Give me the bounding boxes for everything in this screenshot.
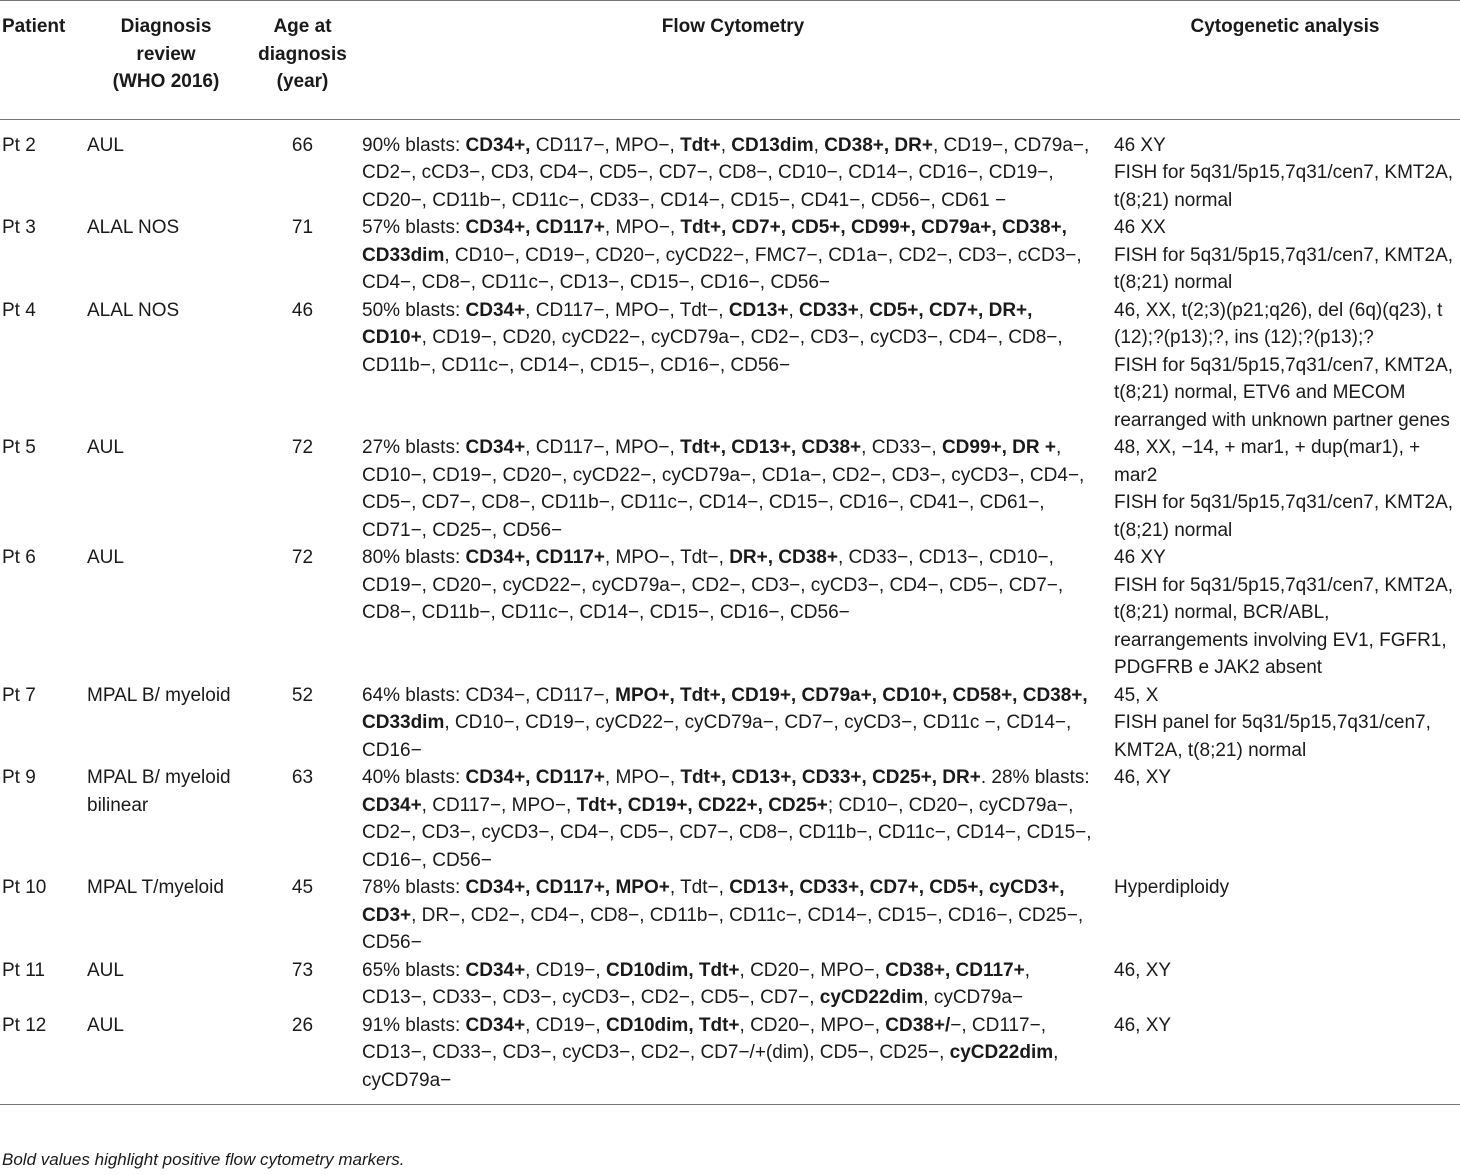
cell-diagnosis: AUL	[87, 959, 124, 981]
cell-age: 72	[291, 547, 314, 568]
cell-diagnosis: MPAL T/myeloid	[87, 877, 224, 898]
marker-text: , cyCD79a−	[362, 1042, 1059, 1091]
marker-text: , MPO−, Tdt−,	[604, 547, 730, 568]
cell-cytogenetic-analysis	[1110, 297, 1460, 435]
table-row	[0, 874, 1460, 957]
positive-marker: CD34+,	[465, 134, 531, 156]
cell-age: 63	[291, 767, 314, 788]
marker-text: 40% blasts:	[362, 767, 466, 788]
cell-cytogenetic-analysis	[1110, 434, 1460, 544]
cytogenetic-line: 46, XY	[1114, 959, 1172, 981]
cytogenetic-line: 46 XY	[1114, 134, 1166, 156]
marker-text: ,	[813, 134, 825, 156]
cell-diagnosis: MPAL B/ myeloid bilinear	[87, 767, 231, 816]
marker-text: , cyCD79a−	[923, 987, 1024, 1008]
header-diagnosis	[83, 1, 249, 120]
table-row	[0, 434, 1460, 544]
header-diagnosis-line: (WHO 2016)	[112, 71, 220, 92]
positive-marker: CD13+, CD33+, CD7+, CD5+, cyCD3+, CD3+	[362, 877, 1065, 926]
cell-cytogenetic-analysis	[1110, 764, 1460, 874]
positive-marker: cyCD22dim	[819, 987, 924, 1008]
header-flow-cytometry: Flow Cytometry	[661, 16, 805, 37]
marker-text: , CD33−,	[861, 437, 942, 458]
marker-text: , CD10−, CD19−, cyCD22−, cyCD79a−, CD7−, cyCD3−, CD11c −, CD14−, CD16−	[362, 712, 1072, 761]
cell-patient: Pt 5	[2, 437, 36, 458]
positive-marker: DR+, CD38+	[729, 547, 838, 568]
positive-marker: MPO+, Tdt+, CD19+, CD79a+, CD10+, CD58+, CD38+, CD33dim	[362, 684, 1088, 733]
marker-text: 57% blasts:	[362, 217, 466, 238]
marker-text: , CD19−, CD79a−, CD2−, cCD3−, CD3, CD4−, CD5−, CD7−, CD8−, CD10−, CD14−, CD16−, CD19−, CD20−, CD11b−, CD11c−, CD33−, CD14−, CD15−, CD41−, CD56−, CD61 −	[362, 134, 1090, 211]
cell-patient: Pt 4	[2, 299, 36, 321]
marker-text: 64% blasts: CD34−, CD117−,	[362, 684, 616, 706]
cell-flow-cytometry	[356, 1012, 1110, 1105]
cell-patient: Pt 10	[2, 877, 47, 898]
marker-text: , CD20−, MPO−,	[739, 959, 886, 981]
cell-age: 52	[291, 684, 314, 706]
positive-marker: CD99+, DR +	[941, 437, 1056, 458]
marker-text: , CD19−, CD20, cyCD22−, cyCD79a−, CD2−, CD3−, cyCD3−, CD4−, CD8−, CD11b−, CD11c−, CD14−, CD15−, CD16−, CD56−	[362, 327, 1063, 376]
positive-marker: CD10dim, Tdt+	[605, 959, 740, 981]
positive-marker: CD34+	[362, 794, 422, 816]
cell-flow-cytometry	[356, 214, 1110, 297]
marker-text: , MPO−,	[604, 767, 681, 788]
marker-text: 65% blasts:	[362, 959, 466, 981]
marker-text: CD117−, MPO−,	[530, 134, 681, 156]
marker-text: 90% blasts:	[362, 134, 466, 156]
positive-marker: CD13dim	[731, 134, 814, 156]
marker-text: −, CD117−, CD13−, CD33−, CD3−, cyCD3−, CD2−, CD7−/+(dim), CD5−, CD25−,	[362, 1014, 1046, 1063]
cell-flow-cytometry	[356, 434, 1110, 544]
positive-marker: CD34+, CD117+	[465, 547, 605, 568]
cell-age: 66	[291, 134, 314, 156]
table-row	[0, 682, 1460, 765]
cell-diagnosis: AUL	[87, 134, 124, 156]
marker-text: , CD117−, MPO−,	[525, 437, 681, 458]
cell-age: 71	[291, 217, 314, 238]
positive-marker: CD38+, DR+	[824, 134, 933, 156]
table-row	[0, 214, 1460, 297]
positive-marker: Tdt+, CD7+, CD5+, CD99+, CD79a+, CD38+, CD33dim	[362, 217, 1067, 266]
cytogenetic-line: FISH for 5q31/5p15,7q31/cen7, KMT2A, t(8;21) normal, ETV6 and MECOM rearranged with unknown partner genes	[1114, 354, 1454, 431]
cell-patient: Pt 3	[2, 217, 36, 238]
table-row	[0, 957, 1460, 1012]
positive-marker: CD5+, CD7+, DR+, CD10+	[362, 299, 1033, 348]
marker-text: , CD10−, CD19−, CD20−, cyCD22−, FMC7−, CD1a−, CD2−, CD3−, cCD3−, CD4−, CD8−, CD11c−, CD13−, CD15−, CD16−, CD56−	[362, 244, 1082, 293]
cell-age: 72	[291, 437, 314, 458]
marker-text: 91% blasts:	[362, 1014, 466, 1036]
cell-patient: Pt 2	[2, 134, 36, 156]
cell-cytogenetic-analysis	[1110, 214, 1460, 297]
cell-diagnosis: AUL	[87, 547, 124, 568]
positive-marker: Tdt+, CD13+, CD38+	[680, 437, 862, 458]
marker-text: ,	[858, 299, 870, 321]
cell-cytogenetic-analysis	[1110, 957, 1460, 1012]
positive-marker: CD38+, CD117+	[885, 959, 1025, 981]
cytogenetic-line: 45, X	[1114, 684, 1159, 706]
positive-marker: Tdt+	[680, 134, 721, 156]
header-age-line: (year)	[276, 71, 329, 92]
table-header	[0, 1, 1460, 120]
cytogenetic-line: 46, XY	[1114, 1014, 1172, 1036]
cell-age: 73	[291, 959, 314, 981]
cell-flow-cytometry	[356, 119, 1110, 214]
marker-text: , CD20−, MPO−,	[739, 1014, 886, 1036]
cytogenetic-line: 46, XY	[1114, 767, 1172, 788]
marker-text: 50% blasts:	[362, 299, 466, 321]
cytogenetic-line: Hyperdiploidy	[1114, 877, 1230, 898]
positive-marker: CD38+/	[885, 1014, 951, 1036]
cell-flow-cytometry	[356, 957, 1110, 1012]
marker-text: , MPO−,	[604, 217, 681, 238]
positive-marker: CD33+	[799, 299, 859, 321]
cytogenetic-line: FISH for 5q31/5p15,7q31/cen7, KMT2A, t(8;21) normal, BCR/ABL, rearrangements involving EV1, FGFR1, PDGFRB e JAK2 absent	[1114, 574, 1454, 678]
cytogenetic-line: 46 XX	[1114, 217, 1166, 238]
header-patient: Patient	[2, 16, 66, 37]
marker-text: ,	[720, 134, 732, 156]
cytogenetic-line: FISH for 5q31/5p15,7q31/cen7, KMT2A, t(8;21) normal	[1114, 492, 1454, 541]
marker-text: , CD19−,	[525, 959, 606, 981]
marker-text: ; CD10−, CD20−, cyCD79a−, CD2−, CD3−, cyCD3−, CD4−, CD5−, CD7−, CD8−, CD11b−, CD11c−, CD14−, CD15−, CD16−, CD56−	[362, 794, 1092, 871]
marker-text: , CD10−, CD19−, CD20−, cyCD22−, cyCD79a−, CD1a−, CD2−, CD3−, cyCD3−, CD4−, CD5−, CD7−, CD8−, CD11b−, CD11c−, CD14−, CD15−, CD16−, CD41−, CD61−, CD71−, CD25−, CD56−	[362, 437, 1085, 541]
cell-flow-cytometry	[356, 764, 1110, 874]
cell-diagnosis: MPAL B/ myeloid	[87, 684, 231, 706]
cytogenetic-line: FISH for 5q31/5p15,7q31/cen7, KMT2A, t(8;21) normal	[1114, 244, 1454, 293]
cell-diagnosis: ALAL NOS	[87, 299, 180, 321]
marker-text: . 28% blasts:	[980, 767, 1090, 788]
marker-text: , CD117−, MPO−, Tdt−,	[525, 299, 729, 321]
positive-marker: CD34+	[465, 1014, 526, 1036]
marker-text: 78% blasts:	[362, 877, 466, 898]
marker-text: , DR−, CD2−, CD4−, CD8−, CD11b−, CD11c−, CD14−, CD15−, CD16−, CD25−, CD56−	[362, 904, 1084, 953]
marker-text: , CD117−, MPO−,	[421, 794, 577, 816]
cell-cytogenetic-analysis	[1110, 119, 1460, 214]
table-row	[0, 1012, 1460, 1105]
positive-marker: CD34+, CD117+	[465, 217, 605, 238]
marker-text: , CD19−,	[525, 1014, 606, 1036]
cell-diagnosis: AUL	[87, 1014, 124, 1036]
cell-age: 45	[291, 877, 314, 898]
header-row	[0, 1, 1460, 120]
positive-marker: Tdt+, CD13+, CD33+, CD25+, DR+	[680, 767, 981, 788]
table-row	[0, 764, 1460, 874]
header-age-line: Age at	[273, 16, 332, 37]
table-row	[0, 544, 1460, 682]
cell-patient: Pt 6	[2, 547, 36, 568]
marker-text: 27% blasts:	[362, 437, 466, 458]
cytogenetic-line: 46, XX, t(2;3)(p21;q26), del (6q)(q23), t (12);?(p13);?, ins (12);?(p13);?	[1114, 299, 1443, 348]
positive-marker: CD10dim, Tdt+	[605, 1014, 740, 1036]
header-diagnosis-line: Diagnosis	[120, 16, 212, 37]
cell-patient: Pt 11	[2, 959, 45, 981]
marker-text: ,	[788, 299, 800, 321]
header-cytogenetic-analysis: Cytogenetic analysis	[1190, 16, 1380, 37]
cell-flow-cytometry	[356, 874, 1110, 957]
cell-patient: Pt 7	[2, 684, 36, 706]
marker-text: , CD33−, CD13−, CD10−, CD19−, CD20−, cyCD22−, cyCD79a−, CD2−, CD3−, cyCD3−, CD4−, CD5−, CD7−, CD8−, CD11b−, CD11c−, CD14−, CD15−, CD16−, CD56−	[362, 547, 1064, 623]
marker-text: , CD13−, CD33−, CD3−, cyCD3−, CD2−, CD5−, CD7−,	[362, 959, 1030, 1008]
cell-cytogenetic-analysis	[1110, 874, 1460, 957]
cell-cytogenetic-analysis	[1110, 682, 1460, 765]
positive-marker: CD13+	[728, 299, 789, 321]
cell-age: 46	[291, 299, 314, 321]
table-row	[0, 119, 1460, 214]
header-age	[249, 1, 356, 120]
table-body	[0, 119, 1460, 1105]
cell-flow-cytometry	[356, 297, 1110, 435]
positive-marker: CD34+	[465, 299, 526, 321]
positive-marker: CD34+, CD117+, MPO+	[465, 877, 670, 898]
positive-marker: cyCD22dim	[949, 1042, 1054, 1063]
positive-marker: CD34+, CD117+	[465, 767, 605, 788]
cell-cytogenetic-analysis	[1110, 544, 1460, 682]
cell-patient: Pt 12	[2, 1014, 47, 1036]
cell-flow-cytometry	[356, 682, 1110, 765]
positive-marker: CD34+	[465, 437, 526, 458]
marker-text: 80% blasts:	[362, 547, 466, 568]
positive-marker: CD34+	[465, 959, 526, 981]
cell-diagnosis: ALAL NOS	[87, 217, 180, 238]
marker-text: , Tdt−,	[669, 877, 730, 898]
header-age-line: diagnosis	[258, 43, 347, 65]
cytogenetic-line: 46 XY	[1114, 547, 1166, 568]
cell-cytogenetic-analysis	[1110, 1012, 1460, 1105]
cell-patient: Pt 9	[2, 767, 36, 788]
table-row	[0, 297, 1460, 435]
cell-flow-cytometry	[356, 544, 1110, 682]
header-diagnosis-line: review	[136, 43, 196, 65]
cell-diagnosis: AUL	[87, 437, 124, 458]
cell-age: 26	[291, 1014, 314, 1036]
table-footnote: Bold values highlight positive flow cytometry markers.	[2, 1150, 405, 1169]
positive-marker: Tdt+, CD19+, CD22+, CD25+	[576, 794, 828, 816]
cytogenetic-line: FISH panel for 5q31/5p15,7q31/cen7, KMT2A, t(8;21) normal	[1114, 712, 1431, 761]
cytogenetic-line: 48, XX, −14, + mar1, + dup(mar1), + mar2	[1114, 437, 1421, 486]
cytogenetic-line: FISH for 5q31/5p15,7q31/cen7, KMT2A, t(8;21) normal	[1114, 162, 1454, 211]
